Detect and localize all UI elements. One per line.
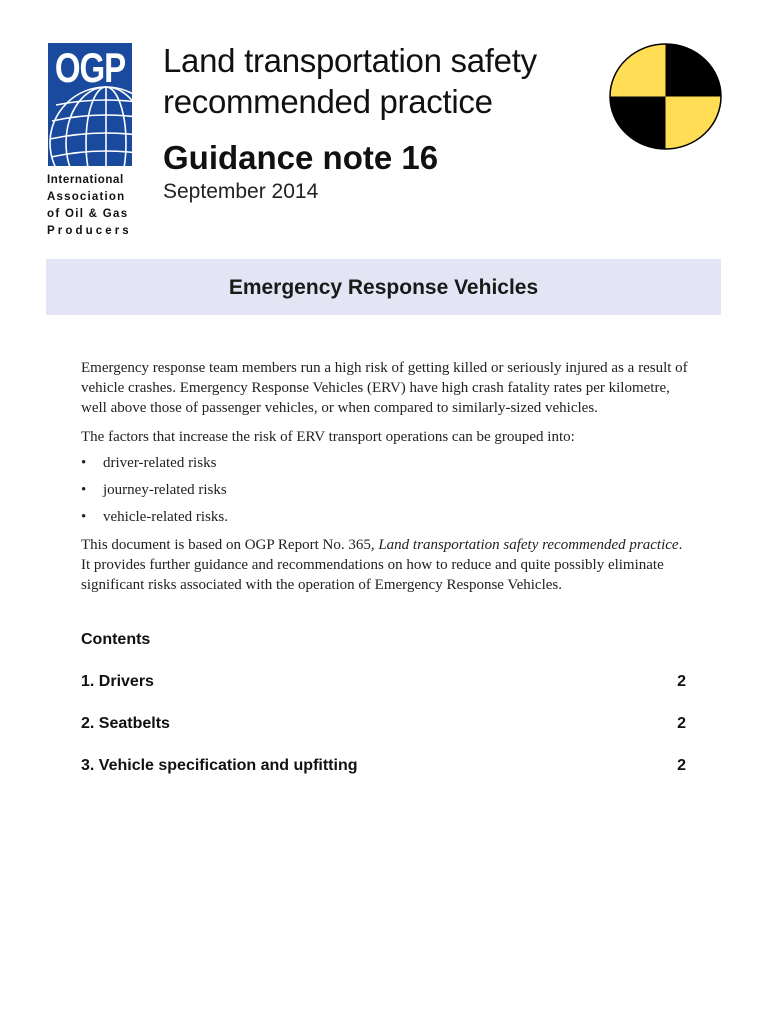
- toc-item-drivers[interactable]: [81, 672, 686, 692]
- title-line-1: Land transportation safety: [163, 42, 537, 79]
- report-title: Land transportation safety recommended practice: [378, 537, 679, 553]
- crash-test-target-icon: [609, 43, 722, 150]
- publication-date: September 2014: [163, 180, 319, 203]
- introduction-text: [81, 358, 691, 595]
- toc-item-label: 3. Vehicle specification and upfitting: [81, 757, 358, 774]
- document-title: [163, 40, 537, 122]
- basis-paragraph: [81, 535, 691, 595]
- toc-item-vehicle-specification[interactable]: [81, 756, 686, 776]
- bullet-icon: •: [81, 509, 87, 525]
- basis-text-continued: . It provides further guidance and recommendations on how to reduce and quite possibly eliminate significant risks associated with the operation of Emergency Response Vehicles.: [81, 537, 683, 593]
- toc-page-number: 2: [677, 757, 686, 774]
- bullet-icon: •: [81, 455, 87, 471]
- org-line: International: [47, 174, 124, 186]
- toc-page-number: 2: [677, 715, 686, 732]
- list-item-text: journey-related risks: [103, 482, 227, 498]
- list-item: [81, 480, 691, 507]
- list-item: [81, 507, 691, 534]
- section-banner: [46, 259, 721, 315]
- toc-item-label: 2. Seatbelts: [81, 715, 170, 732]
- org-line: of Oil & Gas: [47, 208, 129, 220]
- logo-text: OGP: [54, 44, 126, 91]
- intro-paragraph: Emergency response team members run a high risk of getting killed or seriously injured as a result of vehicle crashes. Emergency Response Vehicles (ERV) have high crash fatality rates per kilometre, well above those of passenger vehicles, or when compared to similarly-sized vehicles.: [81, 360, 688, 416]
- title-line-2: recommended practice: [163, 83, 493, 120]
- guidance-note-title: Guidance note 16: [163, 139, 439, 176]
- org-line: Producers: [47, 225, 132, 237]
- toc-item-label: 1. Drivers: [81, 673, 154, 690]
- banner-title: Emergency Response Vehicles: [228, 276, 539, 299]
- risk-factors-paragraph: The factors that increase the risk of ERV transport operations can be grouped into:: [81, 429, 575, 445]
- basis-text: This document is based on OGP Report No. 365,: [81, 537, 379, 553]
- list-item: [81, 453, 691, 480]
- toc-page-number: 2: [677, 673, 686, 690]
- risk-list: [81, 453, 691, 534]
- org-line: Association: [47, 191, 126, 203]
- ogp-logo: [48, 43, 132, 166]
- organization-name: [47, 172, 147, 240]
- list-item-text: vehicle-related risks.: [103, 509, 228, 525]
- contents-heading: Contents: [81, 631, 151, 648]
- list-item-text: driver-related risks: [103, 455, 217, 471]
- bullet-icon: •: [81, 482, 87, 498]
- toc-item-seatbelts[interactable]: [81, 714, 686, 734]
